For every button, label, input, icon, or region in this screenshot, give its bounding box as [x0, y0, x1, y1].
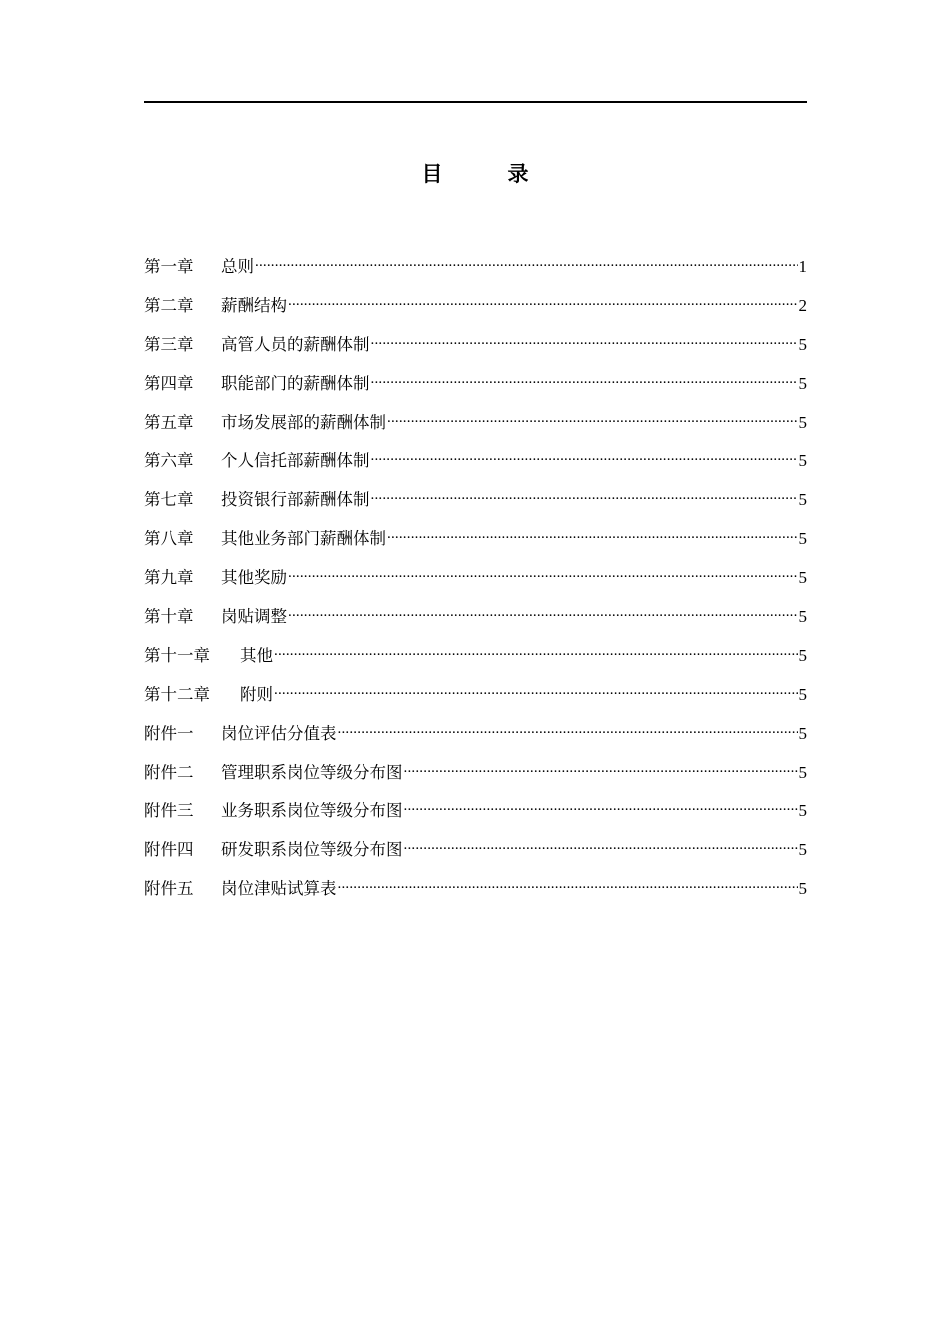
toc-title: 目 录 — [421, 161, 551, 186]
toc-entry-heading: 个人信托部薪酬体制 — [221, 451, 370, 471]
toc-entry-heading: 薪酬结构 — [221, 295, 287, 315]
toc-entry-chapter: 附件五 — [144, 879, 194, 899]
toc-entry-page-number: 5 — [798, 762, 807, 782]
toc-entry-page-number: 5 — [798, 568, 807, 588]
toc-entry-chapter: 第三章 — [144, 334, 194, 354]
toc-entry-dot-leader — [404, 800, 798, 817]
toc-entry-heading: 管理职系岗位等级分布图 — [221, 762, 403, 782]
toc-entry-dot-leader — [338, 878, 798, 895]
toc-entry-dot-leader — [274, 644, 798, 661]
toc-entry-heading: 岗位津贴试算表 — [221, 879, 337, 899]
toc-entry-chapter: 第九章 — [144, 568, 194, 588]
toc-entry-chapter: 第五章 — [144, 412, 194, 432]
toc-entry[interactable] — [144, 292, 807, 331]
toc-entry-heading: 研发职系岗位等级分布图 — [221, 840, 403, 860]
toc-entry-chapter: 第八章 — [144, 529, 194, 549]
toc-entry-chapter: 第十二章 — [144, 684, 210, 704]
toc-entry-dot-leader — [371, 333, 798, 350]
toc-entry-page-number: 5 — [798, 451, 807, 471]
toc-entry-heading: 岗位评估分值表 — [221, 723, 337, 743]
toc-entry-chapter: 附件三 — [144, 801, 194, 821]
toc-entry-dot-leader — [404, 839, 798, 856]
toc-entry[interactable] — [144, 759, 807, 798]
toc-entry-dot-leader — [371, 489, 798, 506]
toc-entry-dot-leader — [371, 450, 798, 467]
toc-entry[interactable] — [144, 253, 807, 292]
toc-entry-heading: 投资银行部薪酬体制 — [221, 490, 370, 510]
toc-entry[interactable] — [144, 681, 807, 720]
toc-entry-dot-leader — [371, 372, 798, 389]
header-rule — [144, 101, 807, 103]
toc-entry-heading: 岗贴调整 — [221, 607, 287, 627]
toc-entry-page-number: 5 — [798, 529, 807, 549]
toc-entry-heading: 总则 — [221, 257, 254, 276]
toc-entry-page-number: 1 — [798, 257, 807, 276]
toc-entry-dot-leader — [274, 683, 798, 700]
toc-entry-chapter: 第六章 — [144, 451, 194, 471]
toc-entry-dot-leader — [387, 528, 798, 545]
toc-entry-chapter: 第七章 — [144, 490, 194, 510]
toc-entry[interactable] — [144, 486, 807, 525]
toc-entry-chapter: 附件四 — [144, 840, 194, 860]
toc-entry[interactable] — [144, 370, 807, 409]
toc-entry[interactable] — [144, 836, 807, 875]
toc-entry-chapter: 附件一 — [144, 723, 194, 743]
toc-entry-chapter: 第十一章 — [144, 645, 210, 665]
toc-entry-heading: 业务职系岗位等级分布图 — [221, 801, 403, 821]
toc-entry-page-number: 5 — [798, 840, 807, 860]
toc-entry-page-number: 5 — [798, 373, 807, 393]
toc-entry-dot-leader — [288, 567, 798, 584]
toc-entry-page-number: 5 — [798, 879, 807, 899]
toc-entry-chapter: 第十章 — [144, 607, 194, 627]
table-of-contents — [144, 253, 807, 914]
toc-entry-chapter: 第一章 — [144, 257, 194, 276]
toc-entry[interactable] — [144, 447, 807, 486]
toc-entry-page-number: 5 — [798, 801, 807, 821]
toc-entry[interactable] — [144, 642, 807, 681]
toc-entry-chapter: 第四章 — [144, 373, 194, 393]
toc-entry-dot-leader — [338, 722, 798, 739]
toc-entry[interactable] — [144, 331, 807, 370]
toc-entry-page-number: 5 — [798, 684, 807, 704]
toc-entry[interactable] — [144, 564, 807, 603]
toc-entry-page-number: 5 — [798, 607, 807, 627]
toc-entry[interactable] — [144, 525, 807, 564]
toc-entry[interactable] — [144, 720, 807, 759]
toc-entry-page-number: 5 — [798, 723, 807, 743]
toc-entry[interactable] — [144, 875, 807, 914]
toc-entry-dot-leader — [387, 411, 798, 428]
toc-entry-dot-leader — [404, 761, 798, 778]
toc-entry-heading: 高管人员的薪酬体制 — [221, 334, 370, 354]
toc-entry-heading: 其他业务部门薪酬体制 — [221, 529, 386, 549]
toc-entry-heading: 其他奖励 — [221, 568, 287, 588]
toc-entry-heading: 市场发展部的薪酬体制 — [221, 412, 386, 432]
toc-entry-chapter: 第二章 — [144, 295, 194, 315]
toc-entry-heading: 附则 — [240, 684, 273, 704]
toc-entry[interactable] — [144, 797, 807, 836]
toc-entry-dot-leader — [288, 606, 798, 623]
toc-entry-page-number: 5 — [798, 334, 807, 354]
toc-entry-page-number: 2 — [798, 295, 807, 315]
toc-entry-page-number: 5 — [798, 645, 807, 665]
toc-entry-chapter: 附件二 — [144, 762, 194, 782]
toc-entry-heading: 其他 — [240, 645, 273, 665]
toc-entry[interactable] — [144, 603, 807, 642]
toc-entry-dot-leader — [255, 256, 798, 273]
toc-entry-heading: 职能部门的薪酬体制 — [221, 373, 370, 393]
toc-entry-dot-leader — [288, 294, 798, 311]
toc-entry-page-number: 5 — [798, 490, 807, 510]
toc-entry-page-number: 5 — [798, 412, 807, 432]
toc-entry[interactable] — [144, 409, 807, 448]
